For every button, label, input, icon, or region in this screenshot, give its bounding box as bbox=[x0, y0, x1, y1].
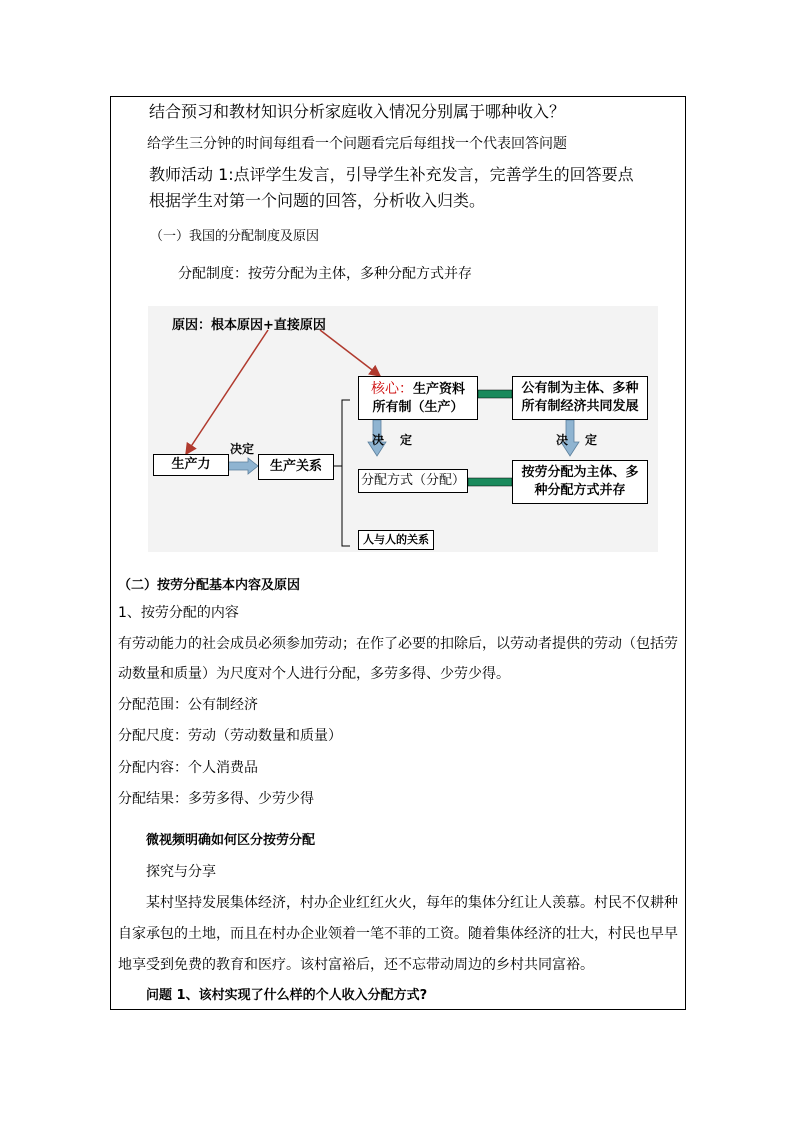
decide-label: 决定 bbox=[230, 442, 255, 456]
labor-text-2: 种分配方式并存 bbox=[534, 483, 626, 498]
decide-left-a: 决 bbox=[372, 433, 385, 447]
productivity-box: 生产力 bbox=[153, 454, 229, 476]
core-label: 核心： bbox=[370, 381, 413, 397]
paragraph-2-line-2: 自家承包的土地，而且在村办企业领着一笔不菲的工资。随着集体经济的壮大，村民也早早 bbox=[118, 926, 678, 942]
distribution-system: 分配制度：按劳分配为主体，多种分配方式并存 bbox=[178, 266, 472, 282]
public-ownership-box bbox=[512, 376, 648, 420]
core-text-2: 所有制（生产） bbox=[372, 400, 464, 415]
result-row: 分配结果：多劳多得、少劳少得 bbox=[118, 791, 314, 807]
diagram-lines bbox=[148, 306, 658, 552]
decide-left-b: 定 bbox=[400, 433, 413, 447]
measure-row: 分配尺度：劳动（劳动数量和质量） bbox=[118, 728, 342, 744]
core-text-1: 生产资料 bbox=[412, 382, 465, 397]
analysis-text: 根据学生对第一个问题的回答，分析收入归类。 bbox=[149, 191, 486, 210]
labor-text-1: 按劳分配为主体、多 bbox=[521, 465, 639, 480]
explore-heading: 探究与分享 bbox=[146, 864, 216, 880]
paragraph-1-line-2: 动数量和质量）为尺度对个人进行分配，多劳多得、少劳少得。 bbox=[118, 666, 510, 682]
cause-arrow-left bbox=[186, 330, 268, 454]
decide-right-b: 定 bbox=[585, 433, 598, 447]
diagram-title: 原因：根本原因+直接原因 bbox=[172, 318, 326, 333]
decide-right-a: 决 bbox=[556, 433, 569, 447]
intro-question: 结合预习和教材知识分析家庭收入情况分别属于哪种收入？ bbox=[149, 102, 566, 121]
content-row: 分配内容：个人消费品 bbox=[118, 760, 258, 776]
decide-arrow bbox=[228, 458, 258, 474]
public-text-2: 所有制经济共同发展 bbox=[521, 399, 639, 414]
section-heading-1: （一）我国的分配制度及原因 bbox=[150, 229, 320, 244]
distribution-method-box: 分配方式（分配） bbox=[358, 469, 468, 493]
concept-diagram bbox=[148, 306, 658, 552]
green-connector-bottom bbox=[468, 478, 512, 486]
section-heading-2: （二）按劳分配基本内容及原因 bbox=[118, 578, 301, 593]
public-text-1: 公有制为主体、多种 bbox=[521, 381, 639, 396]
teacher-activity: 教师活动 1:点评学生发言，引导学生补充发言，完善学生的回答要点 bbox=[149, 165, 634, 184]
green-connector-top bbox=[478, 390, 512, 398]
video-heading: 微视频明确如何区分按劳分配 bbox=[146, 833, 316, 848]
scope-row: 分配范围：公有制经济 bbox=[118, 697, 258, 713]
brace-bracket bbox=[342, 400, 350, 546]
paragraph-2-line-3: 地享受到免费的教育和医疗。该村富裕后，还不忘带动周边的乡村共同富裕。 bbox=[118, 957, 594, 973]
instruction-text: 给学生三分钟的时间每组看一个问题看完后每组找一个代表回答问题 bbox=[147, 136, 567, 152]
subsection-1: 1、按劳分配的内容 bbox=[118, 605, 239, 621]
core-box bbox=[358, 376, 478, 420]
question-1: 问题 1、该村实现了什么样的个人收入分配方式? bbox=[146, 988, 428, 1003]
cause-arrow-right bbox=[320, 330, 380, 376]
paragraph-1-line-1: 有劳动能力的社会成员必须参加劳动；在作了必要的扣除后，以劳动者提供的劳动（包括劳 bbox=[118, 636, 678, 652]
people-relations-box: 人与人的关系 bbox=[358, 530, 434, 550]
relations-box: 生产关系 bbox=[258, 454, 334, 480]
paragraph-2-line-1: 某村坚持发展集体经济，村办企业红红火火，每年的集体分红让人羡慕。村民不仅耕种 bbox=[146, 895, 678, 911]
labor-distribution-box bbox=[512, 460, 648, 504]
